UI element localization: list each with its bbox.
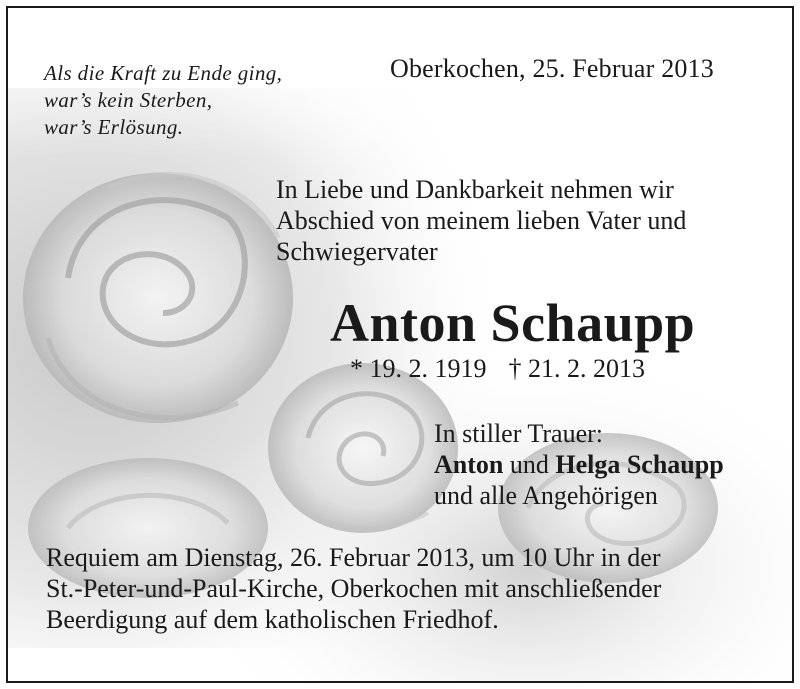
obituary-notice xyxy=(6,6,794,683)
mourner-connector: und xyxy=(509,450,549,479)
intro-line: Abschied von meinem lieben Vater und xyxy=(276,206,687,235)
motto-line: war’s kein Sterben, xyxy=(44,88,213,112)
mourners-heading: In stiller Trauer: xyxy=(434,419,603,448)
life-dates xyxy=(350,354,645,384)
requiem-line: Beerdigung auf dem katholischen Friedhof. xyxy=(46,605,499,634)
mourners-block xyxy=(434,418,724,511)
place-and-date: Oberkochen, 25. Februar 2013 xyxy=(390,54,715,83)
mourners-names xyxy=(434,449,724,480)
center-rose-shape xyxy=(268,363,458,533)
intro-line: In Liebe und Dankbarkeit nehmen wir xyxy=(276,175,674,204)
motto-line: Als die Kraft zu Ende ging, xyxy=(44,61,283,85)
death-date: † 21. 2. 2013 xyxy=(508,354,645,383)
intro-text xyxy=(276,174,686,267)
deceased-name: Anton Schaupp xyxy=(330,293,696,353)
motto-verse xyxy=(44,60,282,141)
motto-line: war’s Erlösung. xyxy=(44,115,184,139)
mourners-others: und alle Angehörigen xyxy=(434,481,658,510)
large-rose-shape xyxy=(23,173,293,423)
requiem-line: St.-Peter-und-Paul-Kirche, Oberkochen mit anschließender xyxy=(46,574,662,603)
birth-date: * 19. 2. 1919 xyxy=(350,354,487,383)
requiem-info xyxy=(46,542,661,635)
requiem-line: Requiem am Dienstag, 26. Februar 2013, um 10 Uhr in der xyxy=(46,543,661,572)
mourner-name: Anton xyxy=(434,450,504,479)
intro-line: Schwiegervater xyxy=(276,237,438,266)
mourner-name: Helga Schaupp xyxy=(555,450,724,479)
